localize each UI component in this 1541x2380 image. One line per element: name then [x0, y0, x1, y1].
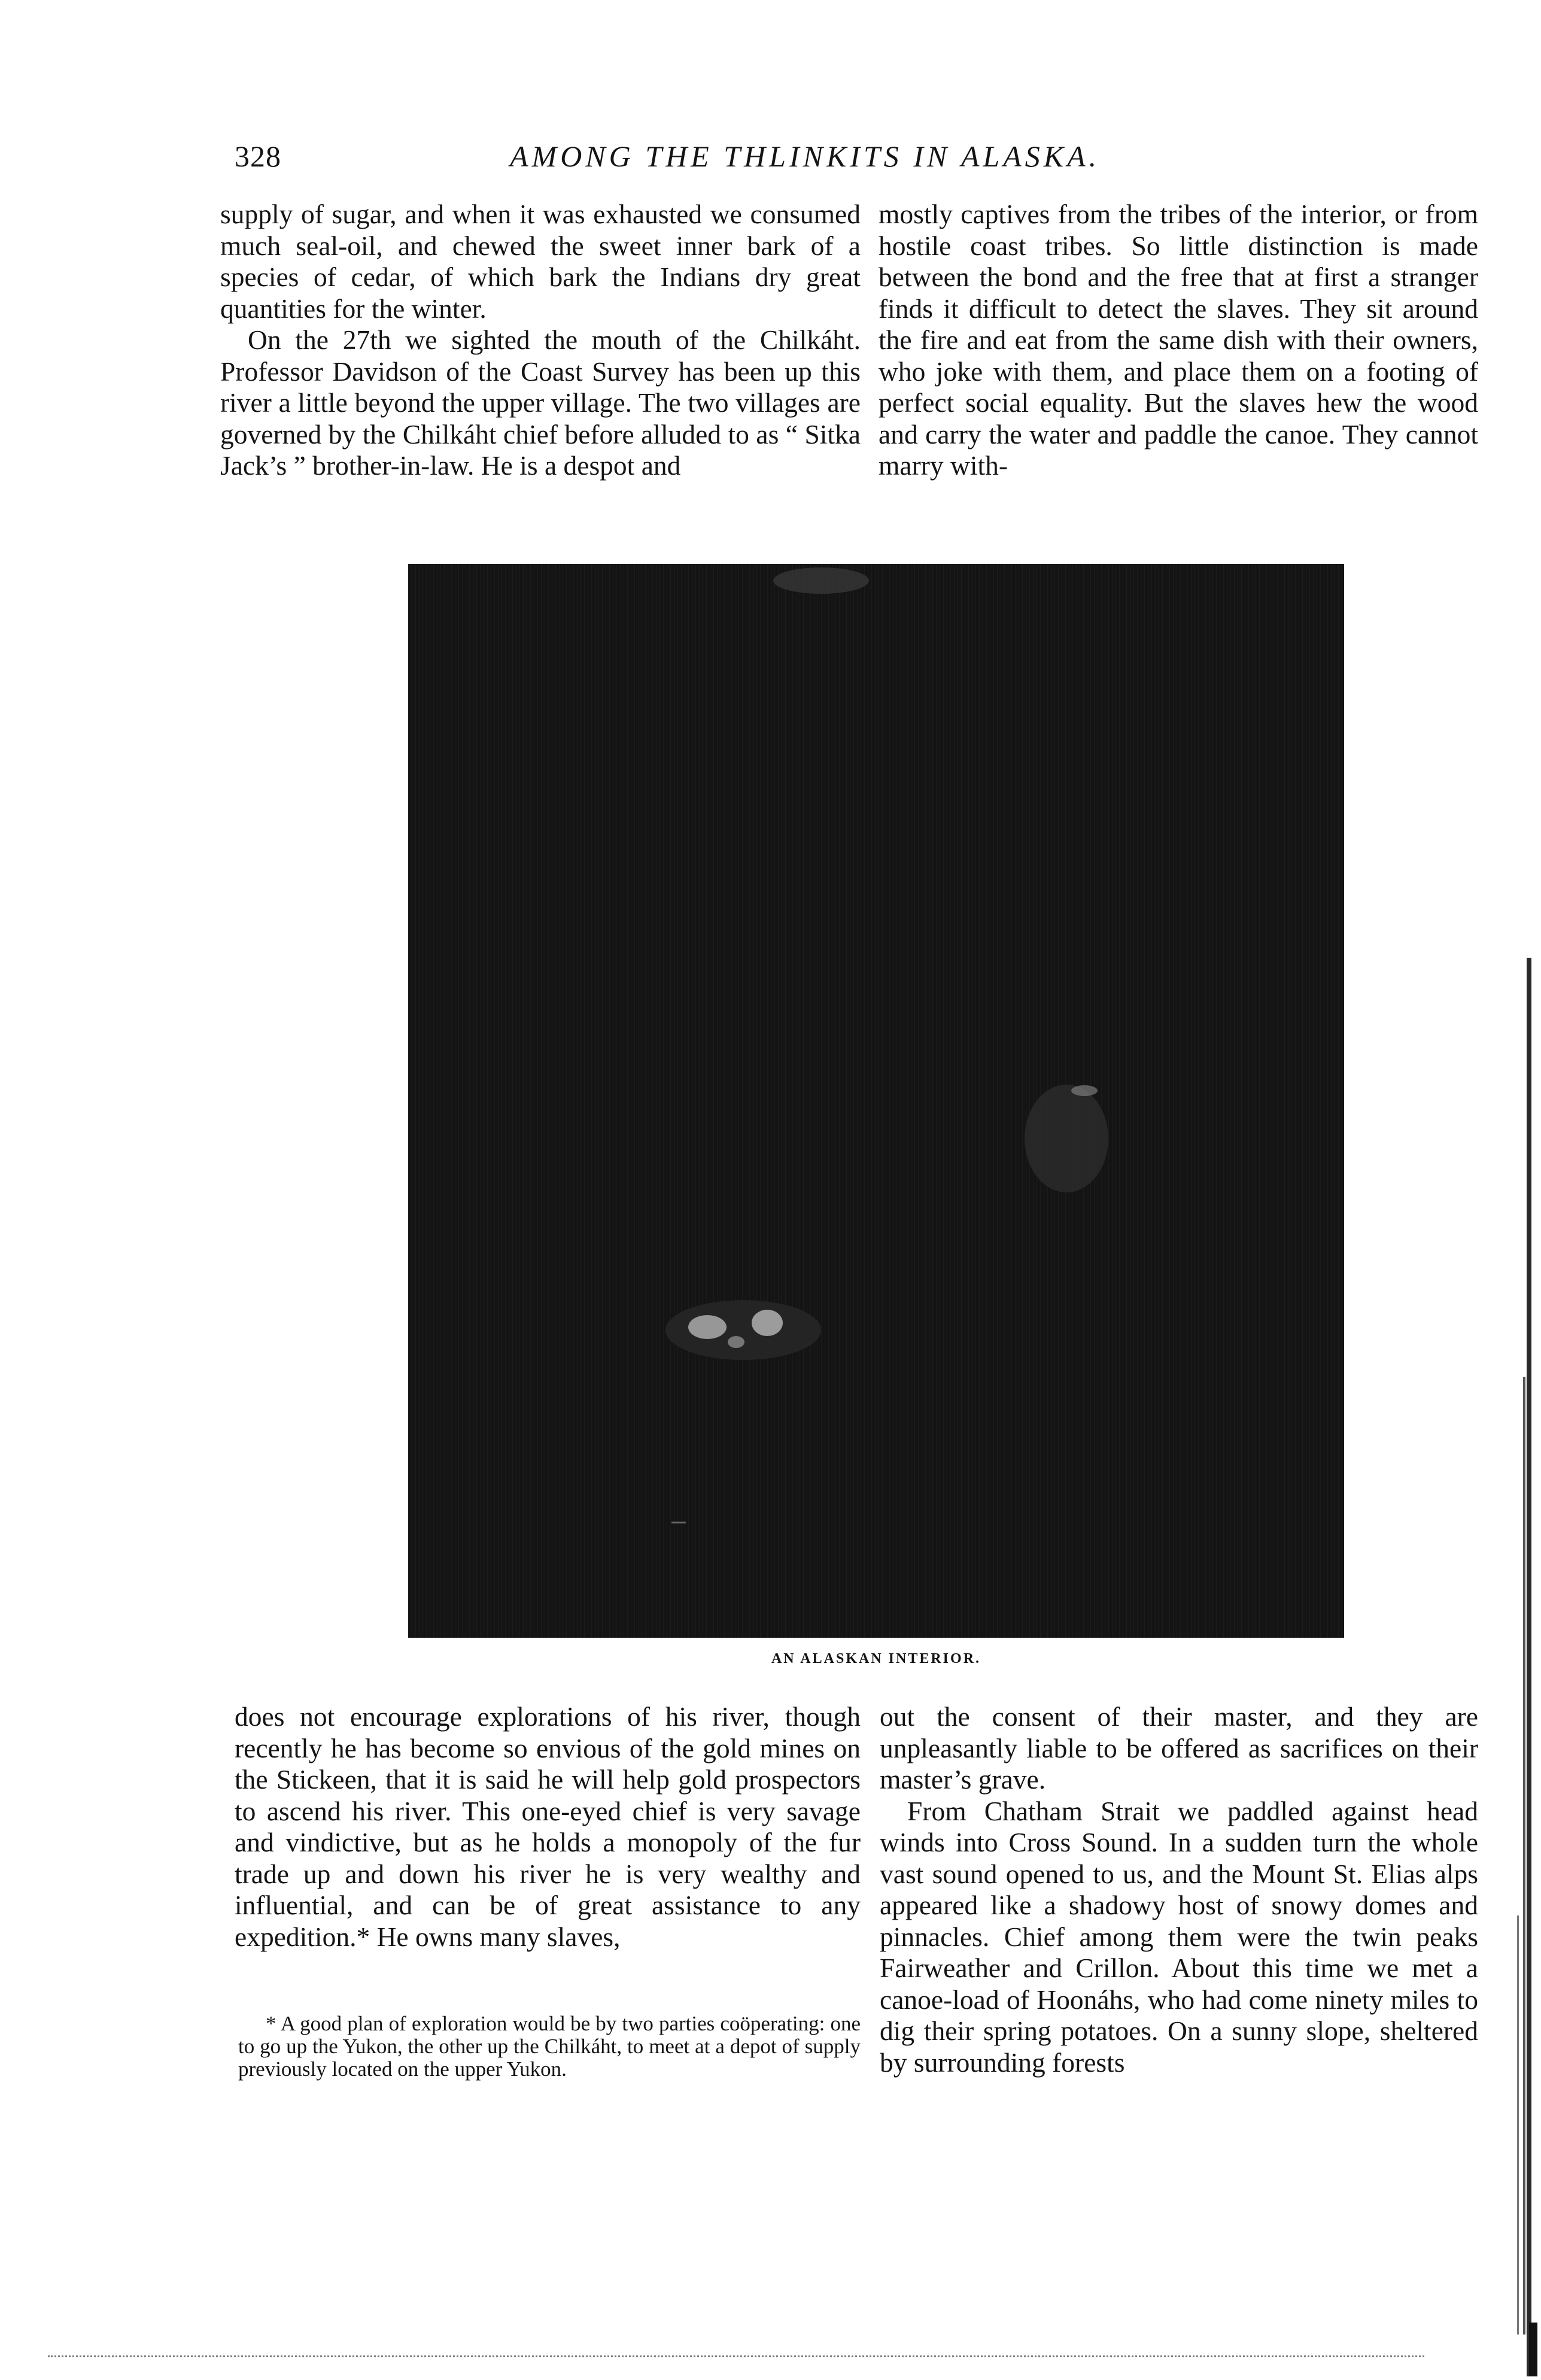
illustration [408, 564, 1344, 1638]
top-left-column [220, 199, 861, 482]
running-head [235, 139, 1471, 181]
bottom-left-column [235, 1701, 861, 1953]
paragraph: On the 27th we sighted the mouth of the Chilkáht. Professor Davidson of the Coast Survey has been up this river a little beyond the upper village. The two villages are governed by the Chilkáht chief before alluded to as “ Sitka Jack’s ” brother-in-law. He is a despot and [220, 324, 861, 481]
paragraph: mostly captives from the tribes of the interior, or from hostile coast tribes. So little distinction is made between the bond and the free that at first a stranger finds it difficult to detect the slaves. They sit around the fire and eat from the same dish with their owners, who joke with them, and place them on a footing of perfect social equality. But the slaves hew the wood and carry the water and paddle the canoe. They cannot marry with- [879, 199, 1478, 481]
bottom-scan-line [48, 2355, 1424, 2357]
illustration-caption: AN ALASKAN INTERIOR. [771, 1651, 981, 1666]
footnote-text: * A good plan of exploration would be by two parties coöperating: one to go up the Yukon, the other up the Chilkáht, to meet at a depot of supply previously located on the upper Yukon. [238, 2012, 861, 2081]
top-right-column [879, 199, 1478, 482]
bottom-right-column [880, 1701, 1478, 2078]
engraving-image [408, 564, 1344, 1638]
paragraph: out the consent of their master, and they are unpleasantly liable to be offered as sacrifices on their master’s grave. [880, 1701, 1478, 1795]
paragraph: supply of sugar, and when it was exhausted we consumed much seal-oil, and chewed the sweet inner bark of a species of cedar, of which bark the Indians dry great quantities for the winter. [220, 199, 861, 324]
scan-edge-shadow [1475, 0, 1541, 2380]
paragraph: From Chatham Strait we paddled against head winds into Cross Sound. In a sudden turn the whole vast sound opened to us, and the Mount St. Elias alps appeared like a shadowy host of snowy domes and pinnacles. Chief among them were the twin peaks Fairweather and Crillon. About this time we met a canoe-load of Hoonáhs, who had come ninety miles to dig their spring potatoes. On a sunny slope, sheltered by surrounding forests [880, 1795, 1478, 2078]
paragraph: does not encourage explorations of his river, though recently he has become so envious of the gold mines on the Stickeen, that it is said he will help gold prospectors to ascend his river. This one-eyed chief is very savage and vindictive, but as he holds a monopoly of the fur trade up and down his river he is very wealthy and influential, and can be of great assistance to any expedition.* He owns many slaves, [235, 1701, 861, 1952]
footnote [238, 2012, 861, 2081]
page-number: 328 [235, 139, 281, 173]
running-title: AMONG THE THLINKITS IN ALASKA. [510, 139, 1101, 173]
